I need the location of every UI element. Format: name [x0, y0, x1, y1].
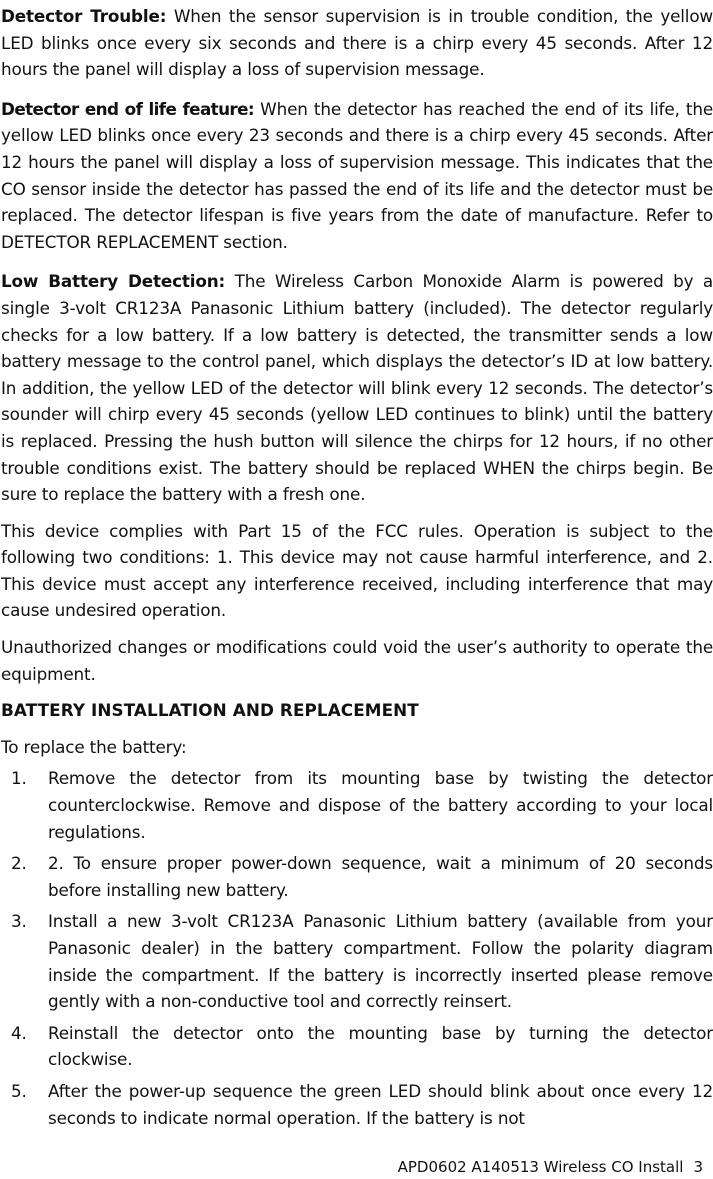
- battery-intro: To replace the battery:: [1, 736, 187, 757]
- battery-step: [1, 850, 713, 903]
- footer-doc-id: APD0602 A140513 Wireless CO Install: [397, 1158, 684, 1176]
- detector-trouble-paragraph: [1, 3, 713, 83]
- detector-trouble-label: Detector Trouble:: [1, 6, 167, 26]
- low-battery-text: The Wireless Carbon Monoxide Alarm is powered by a single 3-volt CR123A Panasonic Lithium battery (included). The detector regularly checks for a low battery. If a low battery is detected, the transmitter sends a low battery message to the control panel, which displays the detector’s ID at low battery. In addition, the yellow LED of the detector will blink every 12 seconds. The detector’s sounder will chirp every 45 seconds (yellow LED continues to blink) until the battery is replaced. Pressing the hush button will silence the chirps for 12 hours, if no other trouble conditions exist. The battery should be replaced WHEN the chirps begin. Be sure to replace the battery with a fresh one.: [1, 271, 713, 505]
- fcc-paragraph: This device complies with Part 15 of the FCC rules. Operation is subject to the following two conditions: 1. This device may not cause harmful interference, and 2. This device must accept any interference received, including interference that may cause undesired operation.: [1, 520, 713, 621]
- step-text: 2. To ensure proper power-down sequence, wait a minimum of 20 seconds before installing new battery.: [48, 853, 713, 900]
- page-number: 3: [693, 1158, 703, 1176]
- end-of-life-label: Detector end of life feature:: [1, 98, 255, 119]
- page-footer: [398, 1157, 703, 1177]
- detector-trouble-text: When the sensor supervision is in trouble condition, the yellow LED blinks once every six seconds and there is a chirp every 45 seconds. After 12 hours the panel will display a loss of supervision message.: [1, 6, 713, 80]
- battery-section-heading: BATTERY INSTALLATION AND REPLACEMENT: [1, 700, 419, 721]
- step-text: Remove the detector from its mounting base by twisting the detector counterclockwise. Remove and dispose of the battery according to your local regulations.: [48, 768, 713, 842]
- battery-step: [1, 1078, 713, 1131]
- end-of-life-text: When the detector has reached the end of its life, the yellow LED blinks once every 23 seconds and there is a chirp every 45 seconds. After 12 hours the panel will display a loss of supervision message. This indicates that the CO sensor inside the detector has passed the end of its life and the detector must be replaced. The detector lifespan is five years from the date of manufacture. Refer to DETECTOR REPLACEMENT section.: [1, 98, 713, 252]
- end-of-life-paragraph: [1, 96, 713, 256]
- unauthorized-paragraph: Unauthorized changes or modifications could void the user’s authority to operate the equipment.: [1, 637, 713, 684]
- battery-step: [1, 765, 713, 845]
- low-battery-label: Low Battery Detection:: [1, 271, 226, 292]
- battery-step: [1, 908, 713, 1014]
- document-page: [1, 3, 713, 1131]
- low-battery-paragraph: [1, 268, 713, 507]
- step-number: 4.: [11, 1022, 27, 1043]
- battery-steps-list: [1, 765, 713, 1131]
- step-number: 3.: [11, 911, 27, 932]
- step-number: 1.: [11, 768, 27, 789]
- step-text: Install a new 3-volt CR123A Panasonic Lithium battery (available from your Panasonic dealer) in the battery compartment. Follow the polarity diagram inside the compartment. If the battery is incorrectly inserted please remove gently with a non-conductive tool and correctly reinsert.: [48, 911, 713, 1012]
- step-text: Reinstall the detector onto the mounting base by turning the detector clockwise.: [48, 1022, 713, 1070]
- step-number: 2.: [11, 853, 27, 874]
- step-number: 5.: [11, 1080, 27, 1101]
- battery-step: [1, 1020, 713, 1073]
- step-text: After the power-up sequence the green LED should blink about once every 12 seconds to indicate normal operation. If the battery is not: [48, 1080, 713, 1128]
